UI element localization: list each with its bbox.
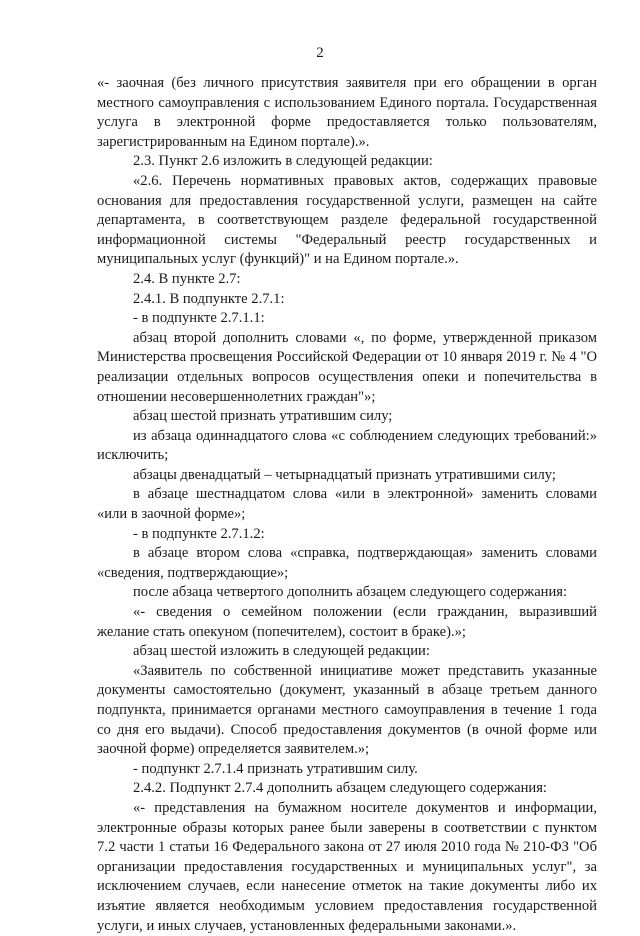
paragraph: - в подпункте 2.7.1.1: (133, 310, 265, 327)
paragraph: 2.4. В пункте 2.7: (133, 270, 241, 287)
paragraph: «2.6. Перечень нормативных правовых актов, содержащих правовые основания для предоставления государственной услуги, размещен на сайте департамента, в соответствующем разделе федеральной государственной информационной системы "Федеральный реестр государственных и муниципальных услуг (функций)" и на Едином портале.». (97, 172, 597, 268)
paragraph: абзац шестой изложить в следующей редакции: (133, 643, 430, 660)
page-number: 2 (316, 45, 324, 61)
paragraph: 2.3. Пункт 2.6 изложить в следующей редакции: (133, 153, 433, 170)
paragraph: в абзаце втором слова «справка, подтверждающая» заменить словами «сведения, подтверждающие»; (97, 545, 597, 581)
paragraph: абзац второй дополнить словами «, по форме, утвержденной приказом Министерства просвещения Российской Федерации от 10 января 2019 г. № 4 "О реализации отдельных вопросов осуществления опеки и попечительства в отношении несовершеннолетних граждан"»; (97, 329, 597, 405)
paragraph: после абзаца четвертого дополнить абзацем следующего содержания: (133, 584, 568, 601)
paragraph: абзацы двенадцатый – четырнадцатый признать утратившими силу; (133, 466, 556, 483)
paragraph: 2.4.2. Подпункт 2.7.4 дополнить абзацем следующего содержания: (133, 780, 547, 797)
paragraph: из абзаца одиннадцатого слова «с соблюдением следующих требований:» исключить; (97, 427, 597, 464)
document-body (97, 74, 597, 936)
paragraph: «Заявитель по собственной инициативе может представить указанные документы самостоятельно (документ, указанный в абзаце третьем данного подпункта, принимается органами местного самоуправления в течение 1 года со дня его выдачи). Способ предоставления документов (в очной форме или заочной форме) определяется заявителем.»; (97, 662, 597, 758)
paragraph: 2.4.1. В подпункте 2.7.1: (133, 290, 285, 307)
paragraph: «- сведения о семейном положении (если гражданин, выразивший желание стать опекуном (попечителем), состоит в браке).»; (97, 604, 597, 640)
paragraph: «- заочная (без личного присутствия заявителя при его обращении в орган местного самоуправления с использованием Единого портала. Государственная услуга в электронной форме предоставляется только пользователям, зарегистрированным на Едином портале).». (97, 75, 597, 150)
paragraph: в абзаце шестнадцатом слова «или в электронной» заменить словами «или в заочной форме»; (97, 486, 597, 523)
paragraph: абзац шестой признать утратившим силу; (133, 408, 393, 425)
paragraph: «- представления на бумажном носителе документов и информации, электронные образы которых ранее были заверены в соответствии с пунктом 7.2 части 1 статьи 16 Федерального закона от 27 июля 2010 года № 210-ФЗ "Об организации предоставления государственных и муниципальных услуг", за исключением случаев, если нанесение отметок на такие документы либо их изъятие является необходимым условием предоставления государственной услуги, и иных случаев, установленных федеральными законами.». (97, 799, 597, 934)
paragraph: - в подпункте 2.7.1.2: (133, 525, 265, 542)
paragraph: - подпункт 2.7.1.4 признать утратившим силу. (133, 760, 418, 777)
